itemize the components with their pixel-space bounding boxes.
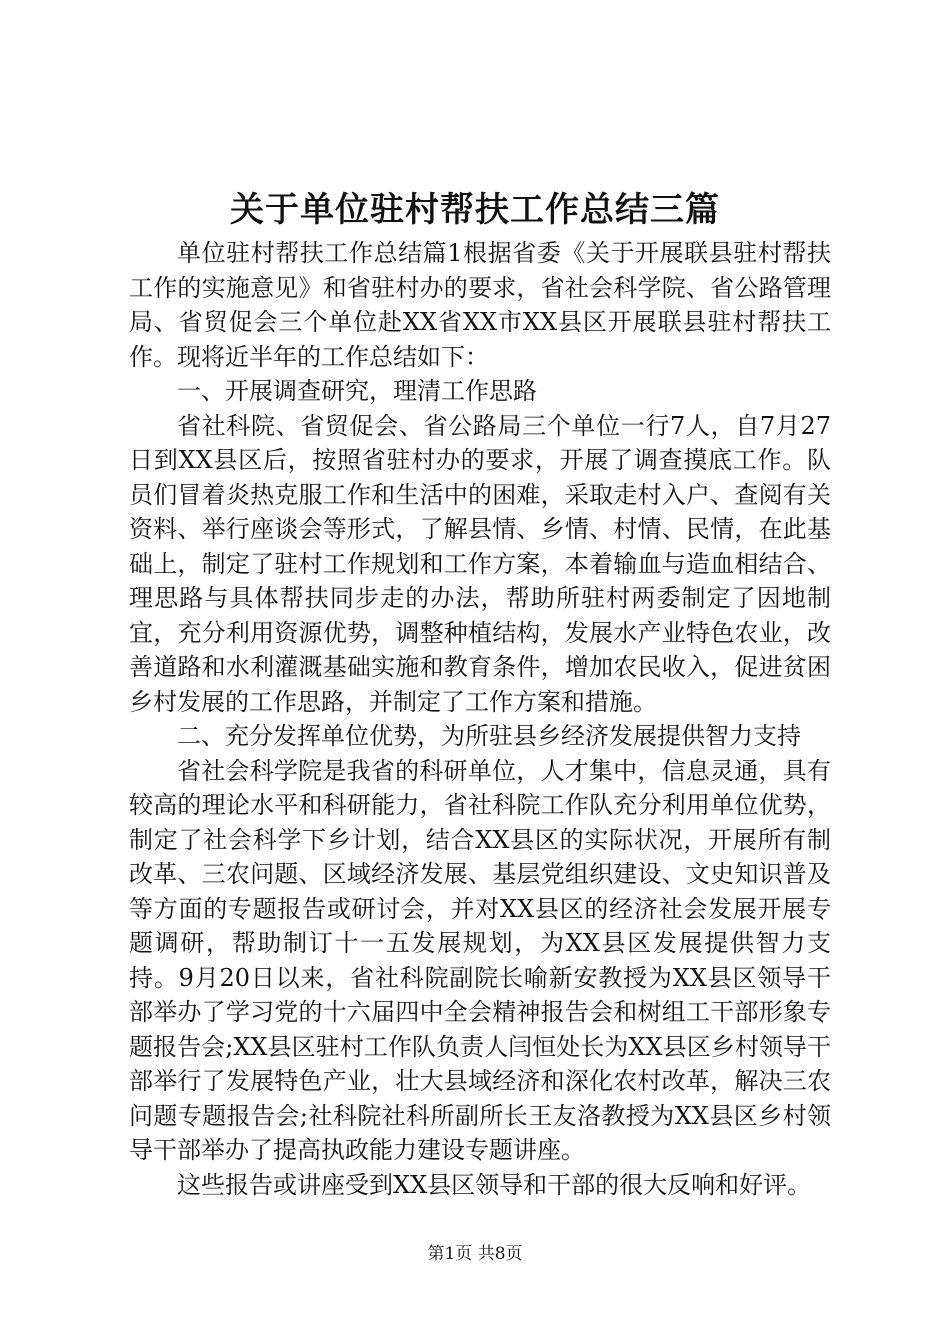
paragraph-section-1: 省社科院、省贸促会、省公路局三个单位一行7人，自7月27日到XX县区后，按照省驻村办的要求，开展了调查摸底工作。队员们冒着炎热克服工作和生活中的困难，采取走村入户、查阅有关资料、举行座谈会等形式，了解县情、乡情、村情、民情，在此基础上，制定了驻村工作规划和工作方案，本着输血与造血相结合、理思路与具体帮扶同步走的办法，帮助所驻村两委制定了因地制宜，充分利用资源优势，调整种植结构，发展水产业特色农业，改善道路和水利灌溉基础实施和教育条件，增加农民收入，促进贫困乡村发展的工作思路，并制定了工作方案和措施。 — [129, 411, 831, 716]
paragraph-closing: 这些报告或讲座受到XX县区领导和干部的很大反响和好评。 — [177, 1170, 812, 1199]
paragraph-section-2: 省社会科学院是我省的科研单位，人才集中，信息灵通，具有较高的理论水平和科研能力，省社科院工作队充分利用单位优势，制定了社会科学下乡计划，结合XX县区的实际状况，开展所有制改革、三农问题、区域经济发展、基层党组织建设、文史知识普及等方面的专题报告或研讨会，并对XX县区的经济社会发展开展专题调研，帮助制订十一五发展规划，为XX县区发展提供智力支持。9月20日以来，省社科院副院长喻新安教授为XX县区领导干部举办了学习党的十六届四中全会精神报告会和树组工干部形象专题报告会;XX县区驻村工作队负责人闫恒处长为XX县区乡村领导干部举行了发展特色产业，壮大县域经济和深化农村改革，解决三农问题专题报告会;社科院社科所副所长王友洛教授为XX县区乡村领导干部举办了提高执政能力建设专题讲座。 — [129, 756, 831, 1164]
section-heading-2: 二、充分发挥单位优势，为所驻县乡经济发展提供智力支持 — [177, 722, 801, 750]
document-title: 关于单位驻村帮扶工作总结三篇 — [230, 190, 720, 230]
document-body — [129, 236, 831, 1202]
page-number-footer: 第1页 共8页 — [427, 1244, 523, 1264]
section-heading-1: 一、开展调查研究，理清工作思路 — [177, 377, 537, 405]
paragraph-intro: 单位驻村帮扶工作总结篇1根据省委《关于开展联县驻村帮扶工作的实施意见》和省驻村办的要求，省社会科学院、省公路管理局、省贸促会三个单位赴XX省XX市XX县区开展联县驻村帮扶工作。现将近半年的工作总结如下： — [129, 239, 831, 371]
